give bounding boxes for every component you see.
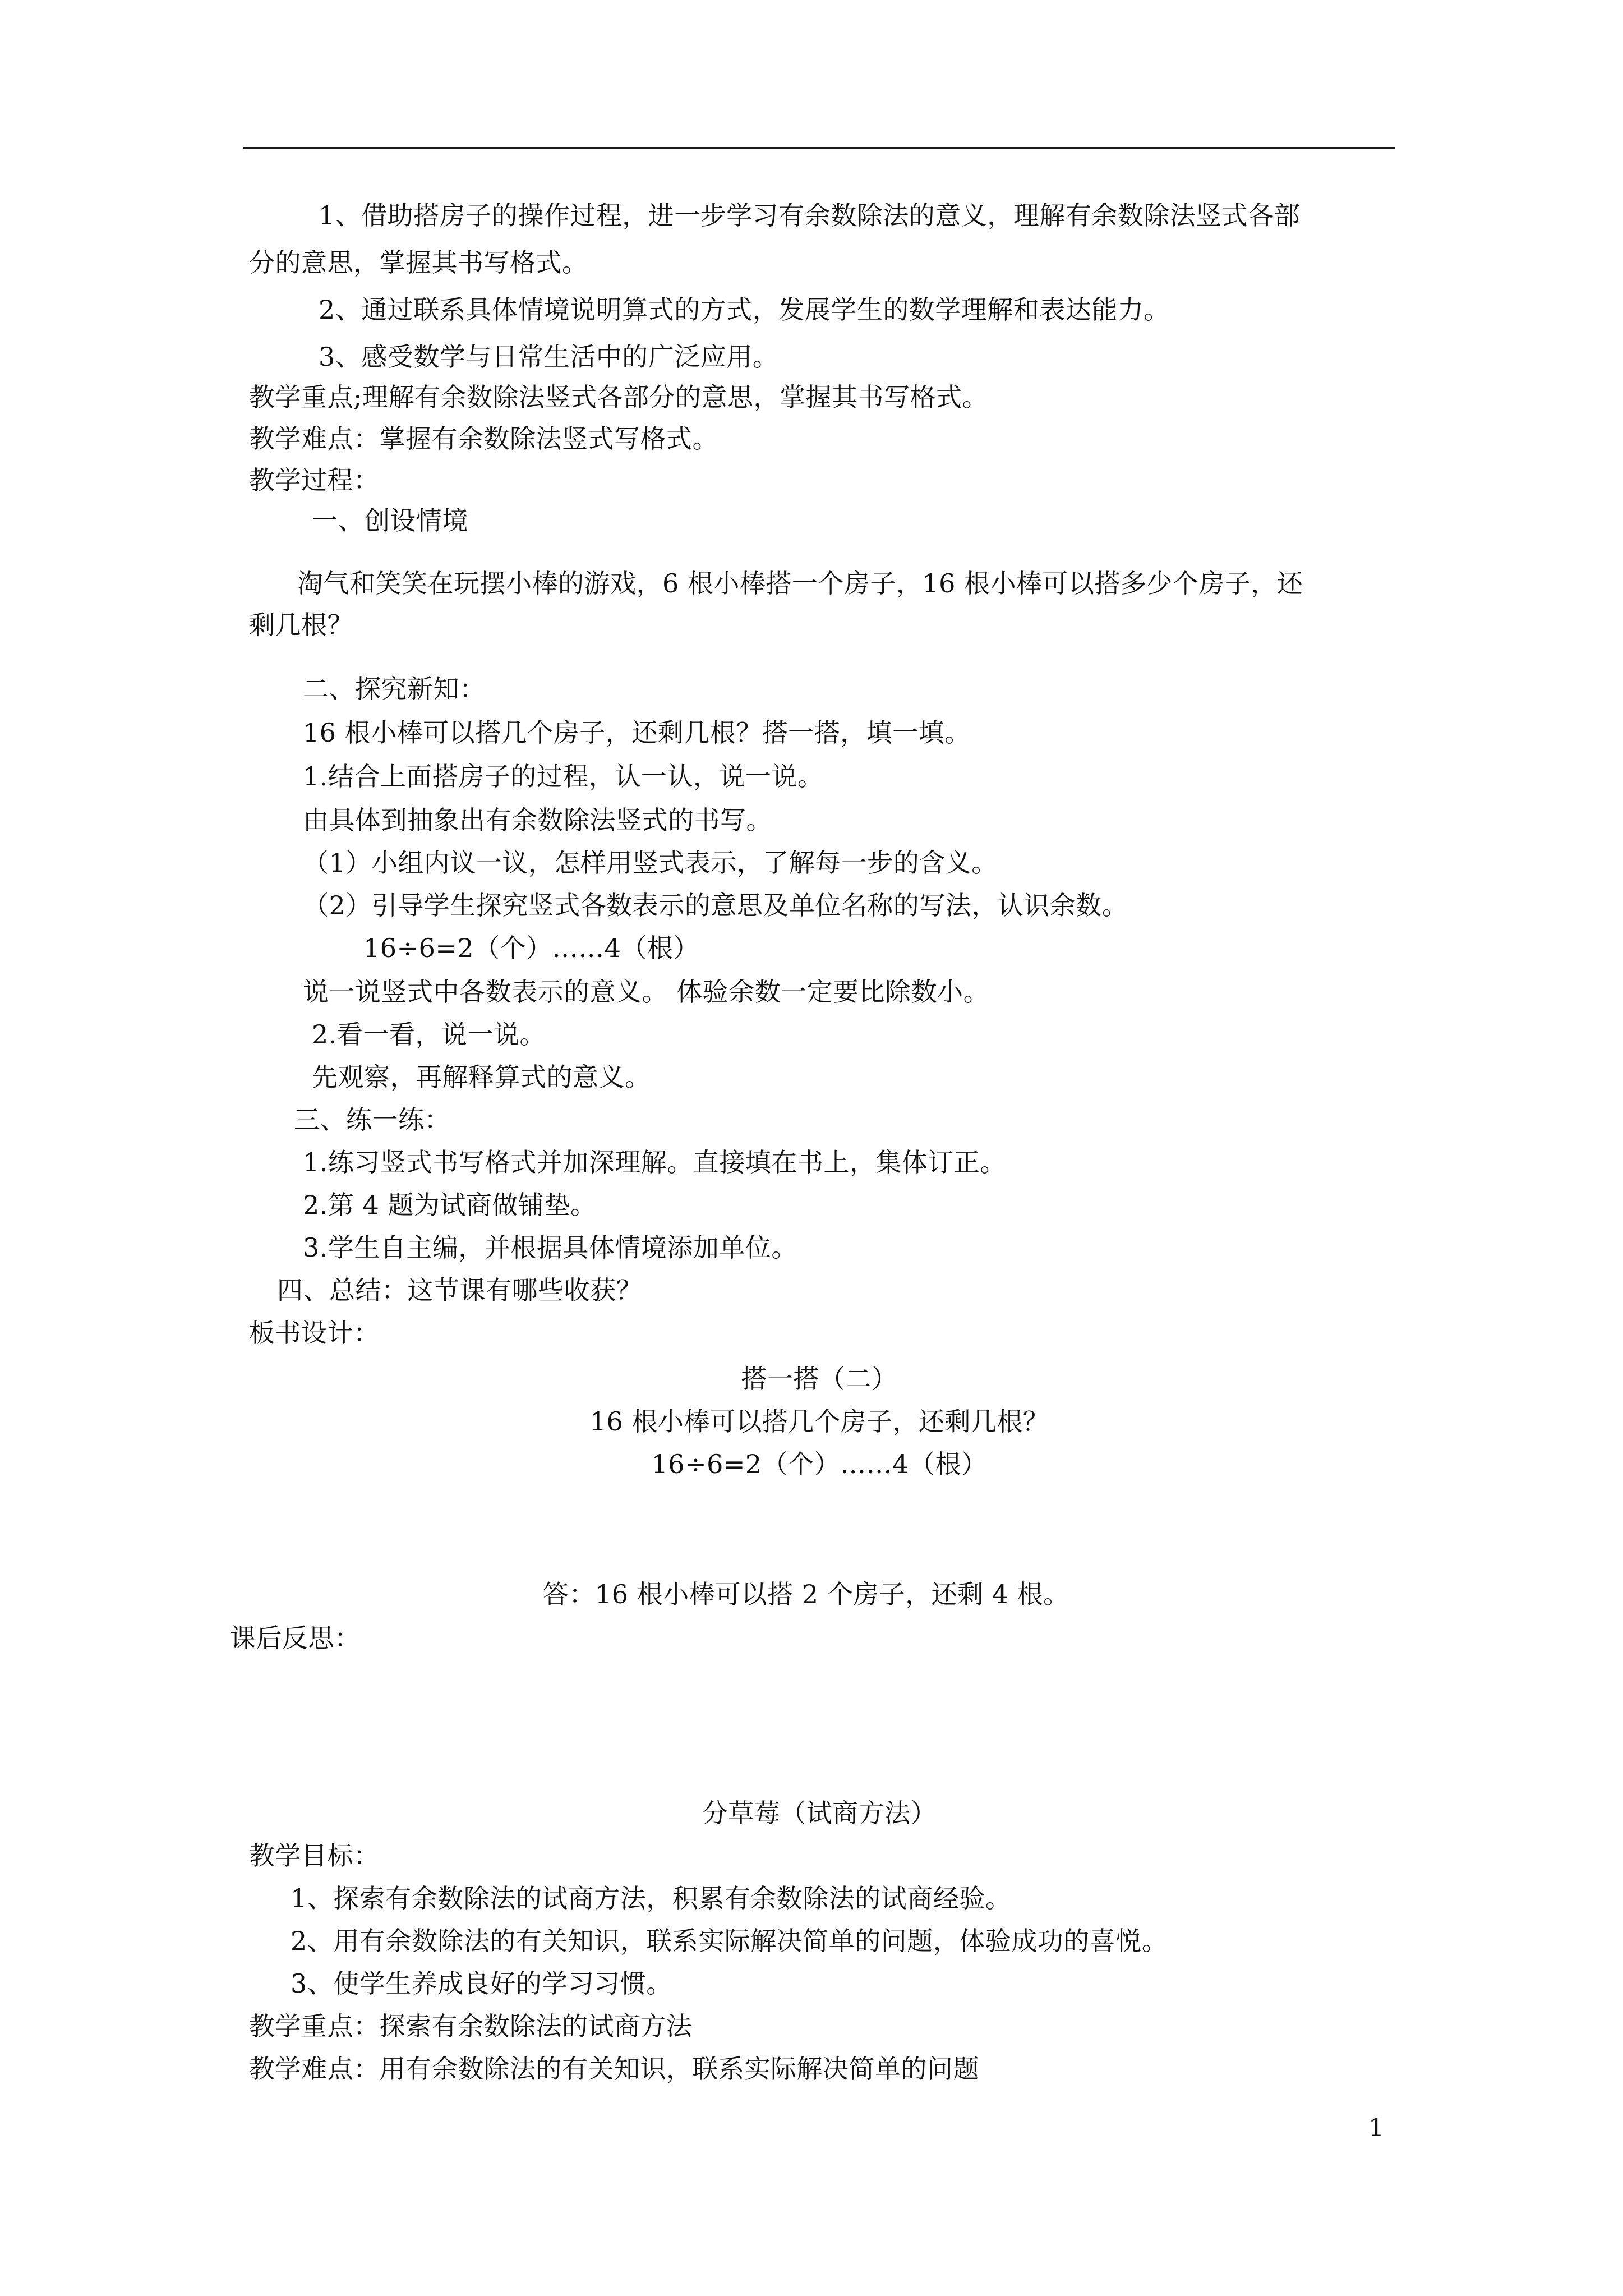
board-question: 16 根小棒可以搭几个房子，还剩几根？ — [589, 1406, 1049, 1437]
lesson-2-goal-3: 3、使学生养成良好的学习习惯。 — [291, 1968, 672, 1999]
section-1-text-line-1: 淘气和笑笑在玩摆小棒的游戏，6 根小棒搭一个房子，16 根小棒可以搭多少个房子，还 — [297, 568, 1303, 599]
reflection-label: 课后反思： — [230, 1623, 361, 1653]
board-equation: 16÷6=2（个）……4（根） — [651, 1449, 988, 1479]
section-2-line-1: 16 根小棒可以搭几个房子，还剩几根？搭一搭，填一填。 — [303, 717, 971, 748]
section-2-after-3: 先观察，再解释算式的意义。 — [312, 1062, 651, 1092]
board-label: 板书设计： — [249, 1318, 380, 1348]
section-2-line-3: 由具体到抽象出有余数除法竖式的书写。 — [303, 805, 772, 835]
lesson-2-goal-2: 2、用有余数除法的有关知识，联系实际解决简单的问题，体验成功的喜悦。 — [291, 1926, 1168, 1956]
section-2-line-4: （1）小组内议一议，怎样用竖式表示，了解每一步的含义。 — [303, 848, 998, 878]
key-point: 教学重点;理解有余数除法竖式各部分的意思，掌握其书写格式。 — [249, 382, 988, 412]
section-1-title: 一、创设情境 — [312, 505, 468, 536]
objective-1-line-2: 分的意思，掌握其书写格式。 — [249, 247, 588, 278]
lesson-2-difficulty: 教学难点：用有余数除法的有关知识，联系实际解决简单的问题 — [249, 2054, 979, 2084]
lesson-2-title: 分草莓（试商方法） — [702, 1798, 937, 1828]
section-2-after-1: 说一说竖式中各数表示的意义。 体验余数一定要比除数小。 — [303, 977, 990, 1007]
lesson-2-key: 教学重点：探索有余数除法的试商方法 — [249, 2011, 693, 2041]
objective-3: 3、感受数学与日常生活中的广泛应用。 — [319, 342, 779, 372]
board-title: 搭一搭（二） — [741, 1364, 898, 1394]
equation: 16÷6=2（个）……4（根） — [363, 933, 699, 963]
section-3-line-3: 3.学生自主编，并根据具体情境添加单位。 — [303, 1232, 797, 1263]
lesson-2-goal-1: 1、探索有余数除法的试商方法，积累有余数除法的试商经验。 — [291, 1883, 1012, 1913]
difficulty-point: 教学难点：掌握有余数除法竖式写格式。 — [249, 424, 718, 454]
process-label: 教学过程： — [249, 465, 380, 495]
objective-1-line-1: 1、借助搭房子的操作过程，进一步学习有余数除法的意义，理解有余数除法竖式各部 — [319, 200, 1301, 231]
lesson-2-goal-label: 教学目标： — [249, 1841, 380, 1871]
section-3-title: 三、练一练： — [294, 1105, 450, 1135]
section-3-line-2: 2.第 4 题为试商做铺垫。 — [303, 1190, 597, 1220]
section-2-line-2: 1.结合上面搭房子的过程，认一认，说一说。 — [303, 761, 824, 792]
objective-2: 2、通过联系具体情境说明算式的方式，发展学生的数学理解和表达能力。 — [319, 295, 1170, 325]
section-2-after-2: 2.看一看，说一说。 — [312, 1019, 546, 1050]
section-2-title: 二、探究新知： — [303, 674, 486, 704]
section-2-line-5: （2）引导学生探究竖式各数表示的意思及单位名称的写法，认识余数。 — [303, 890, 1128, 921]
section-1-text-line-2: 剩几根？ — [249, 610, 353, 640]
header-rule — [243, 147, 1395, 149]
section-4: 四、总结：这节课有哪些收获？ — [277, 1275, 642, 1305]
section-3-line-1: 1.练习竖式书写格式并加深理解。直接填在书上，集体订正。 — [303, 1147, 1006, 1177]
board-answer: 答：16 根小棒可以搭 2 个房子，还剩 4 根。 — [543, 1579, 1069, 1609]
page-number: 1 — [1368, 2114, 1384, 2142]
